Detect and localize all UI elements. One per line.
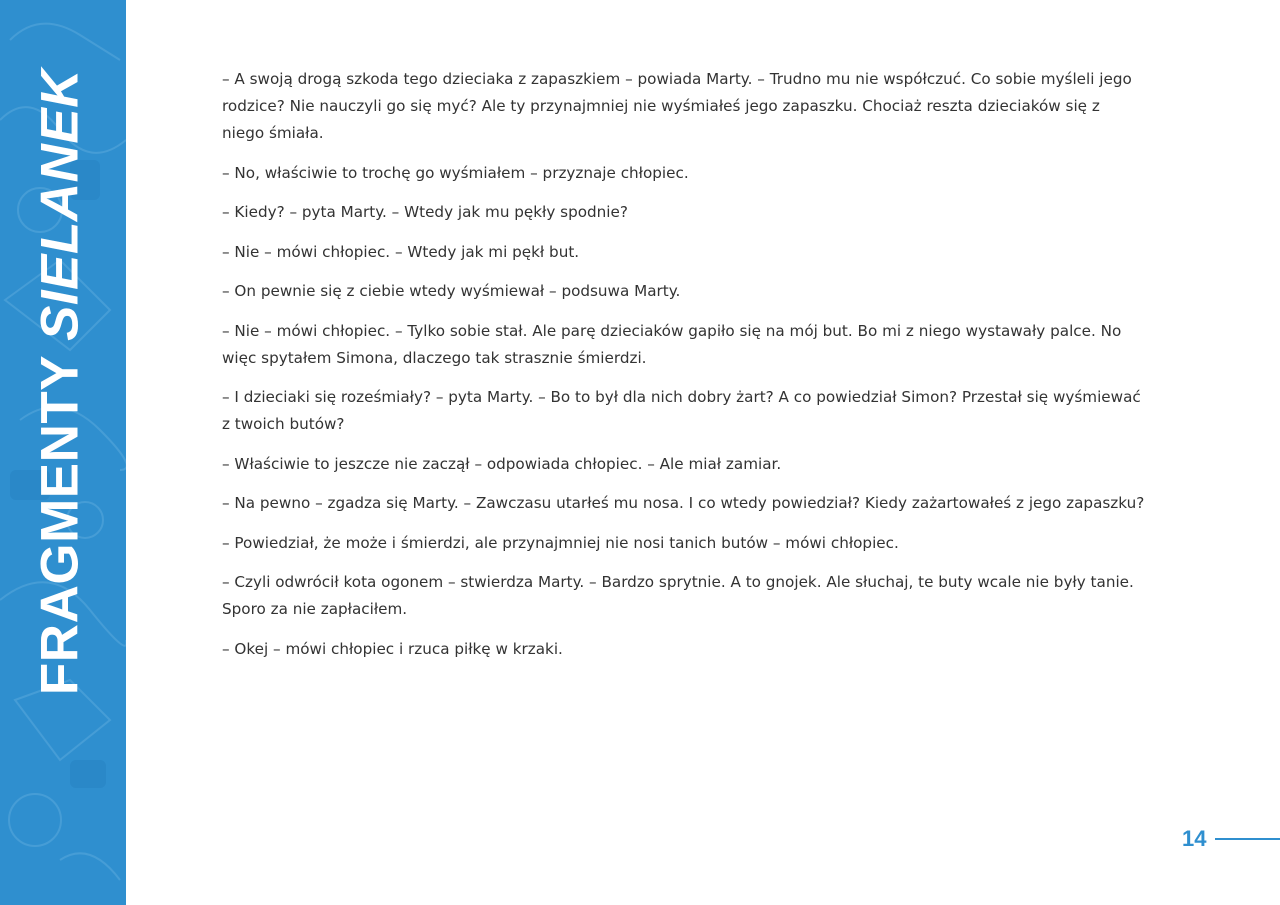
paragraph: – On pewnie się z ciebie wtedy wyśmiewał – podsuwa Marty. [222, 282, 681, 300]
sidebar-title [30, 68, 90, 696]
paragraph: – A swoją drogą szkoda tego dzieciaka z zapaszkiem – powiada Marty. – Trudno mu nie współczuć. Co sobie myśleli jego rodzice? Nie nauczyli go się myć? Ale ty przynajmniej nie wyśmiałeś jego zapaszku. Chociaż reszta dzieciaków się z niego śmiała. [222, 70, 1132, 142]
paragraph: – Nie – mówi chłopiec. – Tylko sobie stał. Ale parę dzieciaków gapiło się na mój but. Bo mi z niego wystawały palce. No więc spytałem Simona, dlaczego tak strasznie śmierdzi. [222, 321, 1122, 367]
main-text [222, 66, 1146, 675]
paragraph: – No, właściwie to trochę go wyśmiałem – przyznaje chłopiec. [222, 163, 689, 182]
paragraph: – Właściwie to jeszcze nie zaczął – odpowiada chłopiec. – Ale miał zamiar. [222, 454, 782, 473]
page-number: 14 [1182, 826, 1207, 851]
paragraph: – Na pewno – zgadza się Marty. – Zawczasu utarłeś mu nosa. I co wtedy powiedział? Kiedy zażartowałeś z jego zapaszku? [222, 494, 1145, 512]
paragraph: – Powiedział, że może i śmierdzi, ale przynajmniej nie nosi tanich butów – mówi chłopiec. [222, 533, 899, 552]
sidebar [0, 0, 126, 905]
paragraph: – Okej – mówi chłopiec i rzuca piłkę w krzaki. [222, 639, 563, 658]
page-number-rule [1215, 838, 1280, 840]
paragraph: – Czyli odwrócił kota ogonem – stwierdza Marty. – Bardzo sprytnie. A to gnojek. Ale słuchaj, te buty wcale nie były tanie. Sporo za nie zapłaciłem. [222, 573, 1134, 618]
paragraph: – Kiedy? – pyta Marty. – Wtedy jak mu pękły spodnie? [222, 203, 628, 221]
sidebar-title-italic: SIELANEK [30, 68, 90, 341]
paragraph: – I dzieciaki się roześmiały? – pyta Marty. – Bo to był dla nich dobry żart? A co powiedział Simon? Przestał się wyśmiewać z twoich butów? [222, 388, 1141, 433]
paragraph: – Nie – mówi chłopiec. – Wtedy jak mi pękł but. [222, 242, 580, 261]
sidebar-title-main: FRAGMENTY [30, 354, 90, 696]
